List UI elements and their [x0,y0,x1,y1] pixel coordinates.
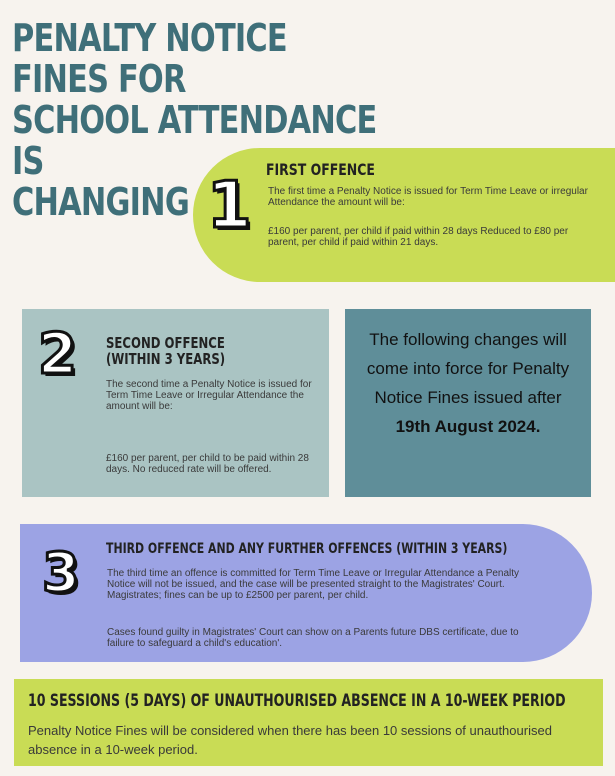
page-title: PENALTY NOTICE FINES FOR SCHOOL ATTENDANCE IS CHANGING [12,16,377,224]
third-offence-description: The third time an offence is committed for Term Time Leave or Irregular Attendance a Penalty Notice will not be issued, and the case will be presented straight to the Magistrates' Court. Magistrates; fines can be up to £2500 per parent, per child. [107,568,520,601]
third-offence-heading: THIRD OFFENCE AND ANY FURTHER OFFENCES (WITHIN 3 YEARS) [106,541,508,557]
sessions-description: Penalty Notice Fines will be considered when there has been 10 sessions of unauthourised absence in a 10-week period. [28,723,552,757]
second-offence-heading: SECOND OFFENCE (WITHIN 3 YEARS) [106,334,226,368]
third-offence-card [20,524,592,662]
second-offence-description: The second time a Penalty Notice is issued for Term Time Leave or Irregular Attendance the amount will be: [106,379,312,412]
first-offence-card [193,148,615,282]
number-three-badge: 3 [42,541,80,604]
second-offence-card [22,309,329,497]
changes-notice-box [345,309,591,497]
sessions-heading: 10 SESSIONS (5 DAYS) OF UNAUTHOURISED ABSENCE IN A 10-WEEK PERIOD [28,691,566,711]
first-offence-amount: £160 per parent, per child if paid within 28 days Reduced to £80 per parent, per child if paid within 21 days. [268,226,569,248]
second-offence-amount: £160 per parent, per child to be paid within 28 days. No reduced rate will be offered. [106,453,309,475]
first-offence-description: The first time a Penalty Notice is issued for Term Time Leave or irregular Attendance the amount will be: [268,186,588,208]
number-one-badge: 1 [207,169,252,243]
third-offence-dbs-note: Cases found guilty in Magistrates' Court can show on a Parents future DBS certificate, due to failure to safeguard a child's education'. [107,627,519,649]
changes-notice-text: The following changes will come into force for Penalty Notice Fines issued after [366,330,570,407]
first-offence-heading: FIRST OFFENCE [266,160,375,179]
changes-date: 19th August 2024. [395,417,541,436]
number-two-badge: 2 [38,322,77,387]
unauthorised-absence-card [14,679,603,766]
